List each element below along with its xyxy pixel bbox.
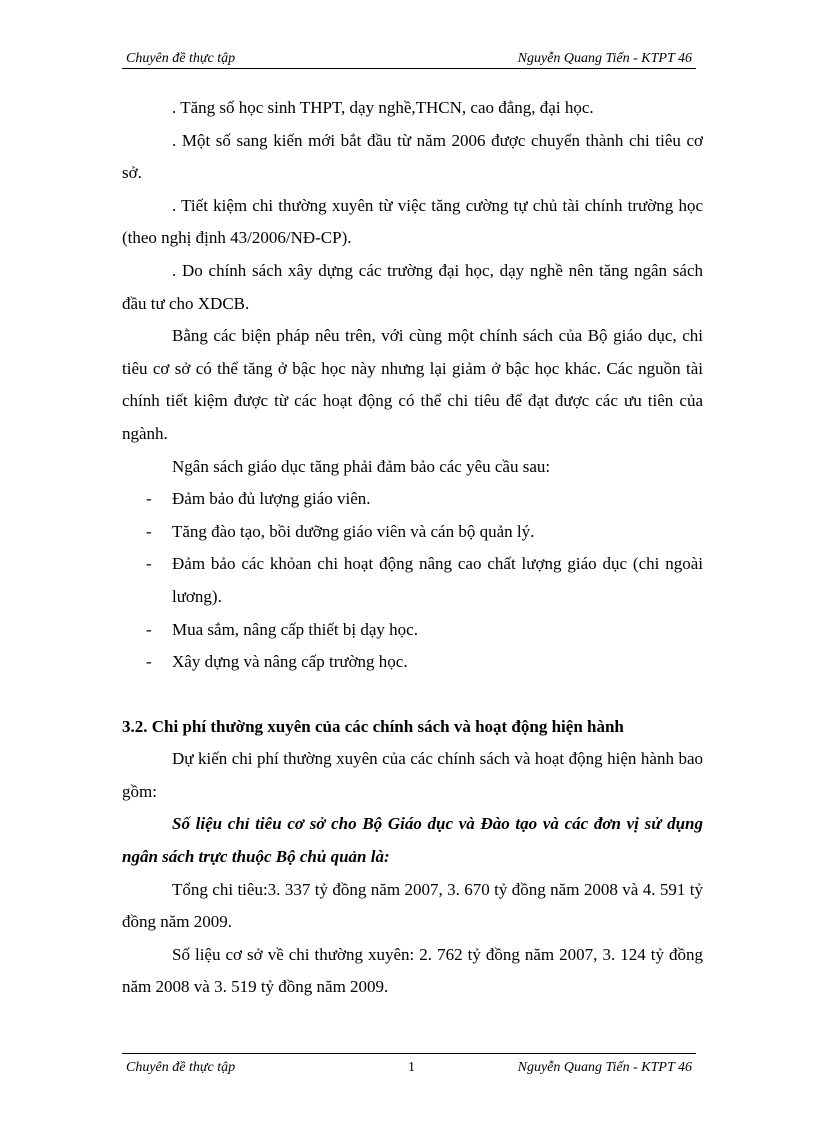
list-item-text: Mua sắm, nâng cấp thiết bị dạy học. — [172, 619, 418, 639]
list-item — [122, 614, 703, 647]
dash-bullet: - — [146, 619, 152, 639]
list-item — [122, 516, 703, 549]
list-item — [122, 646, 703, 679]
header-doc-title: Chuyên đề thực tập — [126, 51, 236, 66]
list-item — [122, 483, 703, 516]
requirements-list — [122, 483, 703, 679]
footer-author: Nguyễn Quang Tiến - KTPT 46 — [517, 1060, 692, 1075]
paragraph: . Tiết kiệm chi thường xuyên từ việc tăng cường tự chủ tài chính trường học (theo nghị định 43/2006/NĐ-CP). — [122, 195, 703, 248]
paragraph: . Một số sang kiến mới bắt đầu từ năm 2006 được chuyển thành chi tiêu cơ sở. — [122, 130, 703, 183]
page-body — [122, 92, 703, 1004]
emphasis-paragraph: Số liệu chỉ tiêu cơ sở cho Bộ Giáo dục và Đào tạo và các đơn vị sử dụng ngân sách trực thuộc Bộ chủ quản là: — [122, 814, 703, 867]
section-intro: Dự kiến chi phí thường xuyên của các chính sách và hoạt động hiện hành bao gồm: — [122, 749, 703, 801]
paragraph: Bằng các biện pháp nêu trên, với cùng một chính sách của Bộ giáo dục, chi tiêu cơ sở có thể tăng ở bậc học này nhưng lại giảm ở bậc học khác. Các nguồn tài chính tiết kiệm được từ các hoạt động có thể chi tiêu để đạt được các ưu tiên của ngành. — [122, 326, 703, 443]
paragraph: . Do chính sách xây dựng các trường đại học, dạy nghề nên tăng ngân sách đầu tư cho XDCB. — [122, 260, 703, 313]
footer-doc-title: Chuyên đề thực tập — [126, 1060, 236, 1075]
recurrent-spending-paragraph: Số liệu cơ sở về chi thường xuyên: 2. 762 tỷ đồng năm 2007, 3. 124 tỷ đồng năm 2008 và 3. 519 tỷ đồng năm 2009. — [122, 944, 703, 997]
list-item-text: Đảm bảo các khỏan chi hoạt động nâng cao chất lượng giáo dục (chi ngoài lương). — [172, 554, 703, 606]
list-item-text: Tăng đào tạo, bồi dưỡng giáo viên và cán bộ quản lý. — [172, 521, 535, 541]
page-header — [122, 49, 696, 69]
paragraph: Ngân sách giáo dục tăng phải đảm bảo các yêu cầu sau: — [172, 456, 551, 476]
page-footer — [122, 1053, 696, 1085]
list-item-text: Đảm bảo đủ lượng giáo viên. — [172, 489, 371, 509]
list-item-text: Xây dựng và nâng cấp trường học. — [172, 652, 408, 672]
dash-bullet: - — [146, 652, 152, 672]
dash-bullet: - — [146, 554, 152, 574]
dash-bullet: - — [146, 489, 152, 509]
paragraph: . Tăng số học sinh THPT, dạy nghề,THCN, cao đẳng, đại học. — [172, 98, 594, 117]
spacer — [122, 679, 703, 711]
total-spending-paragraph: Tổng chi tiêu:3. 337 tỷ đồng năm 2007, 3. 670 tỷ đồng năm 2008 và 4. 591 tỷ đồng năm 2009. — [122, 879, 703, 932]
page-number: 1 — [408, 1060, 415, 1075]
dash-bullet: - — [146, 521, 152, 541]
list-item — [122, 548, 703, 613]
section-heading: 3.2. Chi phí thường xuyên của các chính sách và hoạt động hiện hành — [122, 716, 624, 736]
header-author: Nguyễn Quang Tiến - KTPT 46 — [517, 51, 692, 66]
